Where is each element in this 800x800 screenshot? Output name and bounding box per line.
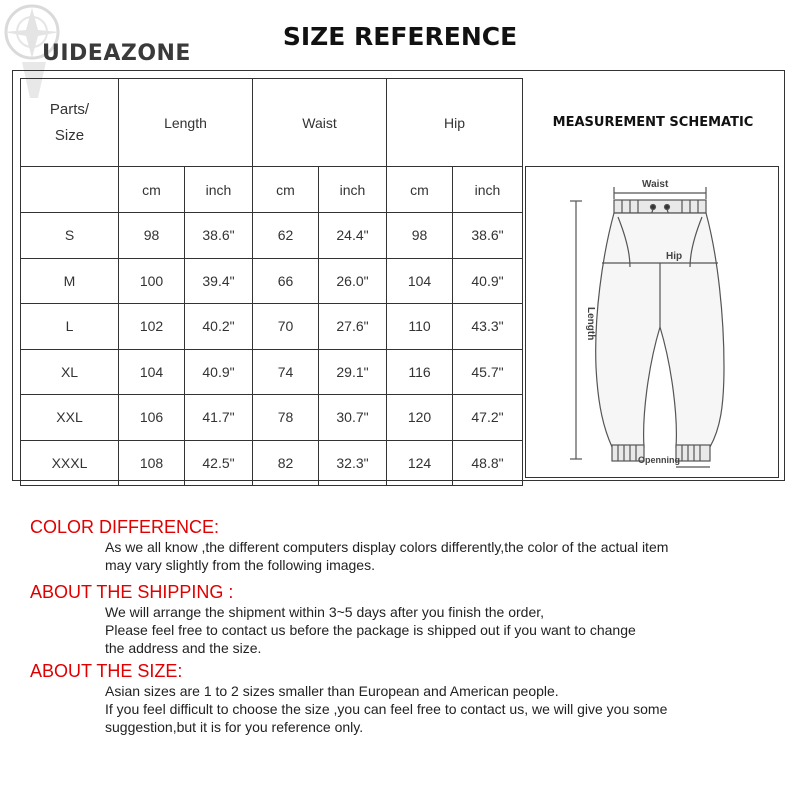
size-rows: [21, 213, 523, 486]
table-row: [21, 213, 523, 259]
table-row: [21, 304, 523, 350]
measurement-cell: 48.8": [453, 440, 523, 486]
size-label: Size: [54, 126, 85, 144]
measurement-cell: 78: [253, 395, 319, 441]
measurement-cell: 100: [119, 258, 185, 304]
measurement-cell: 30.7": [319, 395, 387, 441]
size-cell: XXL: [21, 395, 119, 441]
size-cell: M: [21, 258, 119, 304]
measurement-cell: 40.9": [185, 349, 253, 395]
measurement-cell: 38.6": [453, 213, 523, 259]
page-title: SIZE REFERENCE: [282, 22, 518, 51]
parts-label: Parts/: [49, 100, 90, 118]
note-line: As we all know ,the different computers display colors differently,the color of the actual item: [105, 539, 669, 555]
unit-header: cm: [253, 167, 319, 213]
size-cell: S: [21, 213, 119, 259]
opening-label: Openning: [638, 455, 680, 465]
measurement-cell: 24.4": [319, 213, 387, 259]
pants-outline: [596, 213, 724, 447]
table-row: [21, 258, 523, 304]
note-size: [30, 660, 790, 736]
measurement-cell: 82: [253, 440, 319, 486]
note-line: may vary slightly from the following images.: [105, 557, 375, 573]
unit-blank-cell: [21, 167, 119, 213]
measurement-cell: 27.6": [319, 304, 387, 350]
table-row: [21, 349, 523, 395]
measurement-cell: 124: [387, 440, 453, 486]
measurement-cell: 38.6": [185, 213, 253, 259]
measurement-cell: 45.7": [453, 349, 523, 395]
waistband: [614, 200, 706, 213]
note-line: suggestion,but it is for you reference only.: [105, 719, 364, 735]
measurement-cell: 43.3": [453, 304, 523, 350]
measurement-cell: 120: [387, 395, 453, 441]
hip-header: Hip: [387, 79, 523, 167]
notes-section: [30, 516, 790, 736]
measurement-cell: 98: [119, 213, 185, 259]
measurement-cell: 116: [387, 349, 453, 395]
unit-header: cm: [387, 167, 453, 213]
note-heading: ABOUT THE SIZE:: [30, 661, 183, 681]
note-color-difference: [30, 516, 790, 574]
note-line: Asian sizes are 1 to 2 sizes smaller than European and American people.: [105, 683, 559, 699]
schematic-title: MEASUREMENT SCHEMATIC: [552, 114, 754, 130]
note-line: We will arrange the shipment within 3~5 days after you finish the order,: [105, 604, 545, 620]
measurement-cell: 29.1": [319, 349, 387, 395]
measurement-cell: 41.7": [185, 395, 253, 441]
unit-header: inch: [453, 167, 523, 213]
measurement-cell: 47.2": [453, 395, 523, 441]
note-heading: COLOR DIFFERENCE:: [30, 517, 220, 537]
table-row: [21, 440, 523, 486]
measurement-cell: 39.4": [185, 258, 253, 304]
size-cell: XL: [21, 349, 119, 395]
parts-size-header: [21, 79, 119, 167]
note-line: the address and the size.: [105, 640, 262, 656]
measurement-cell: 26.0": [319, 258, 387, 304]
measurement-cell: 62: [253, 213, 319, 259]
measurement-cell: 40.9": [453, 258, 523, 304]
waist-label: Waist: [642, 179, 669, 190]
right-cuff: [676, 445, 710, 461]
measurement-cell: 66: [253, 258, 319, 304]
measurement-cell: 104: [387, 258, 453, 304]
measurement-cell: 74: [253, 349, 319, 395]
note-line: If you feel difficult to choose the size ,you can feel free to contact us, we will give you some: [105, 701, 668, 717]
length-label: Length: [585, 307, 596, 341]
measurement-cell: 110: [387, 304, 453, 350]
measurement-cell: 106: [119, 395, 185, 441]
size-table: [20, 78, 523, 486]
measurement-schematic: [525, 166, 779, 478]
size-cell: L: [21, 304, 119, 350]
measurement-cell: 42.5": [185, 440, 253, 486]
table-row: [21, 395, 523, 441]
unit-header: inch: [319, 167, 387, 213]
measurement-cell: 108: [119, 440, 185, 486]
measurement-cell: 70: [253, 304, 319, 350]
measurement-cell: 40.2": [185, 304, 253, 350]
measurement-cell: 98: [387, 213, 453, 259]
waist-header: Waist: [253, 79, 387, 167]
size-cell: XXXL: [21, 440, 119, 486]
measurement-cell: 104: [119, 349, 185, 395]
note-heading: ABOUT THE SHIPPING :: [30, 582, 234, 602]
measurement-cell: 102: [119, 304, 185, 350]
measurement-cell: 32.3": [319, 440, 387, 486]
note-shipping: [30, 581, 790, 657]
note-line: Please feel free to contact us before the package is shipped out if you want to change: [105, 622, 636, 638]
unit-header: cm: [119, 167, 185, 213]
unit-header: inch: [185, 167, 253, 213]
brand-name: UIDEAZONE: [42, 41, 191, 66]
pants-diagram: [526, 167, 780, 479]
hip-label: Hip: [666, 251, 683, 262]
length-header: Length: [119, 79, 253, 167]
